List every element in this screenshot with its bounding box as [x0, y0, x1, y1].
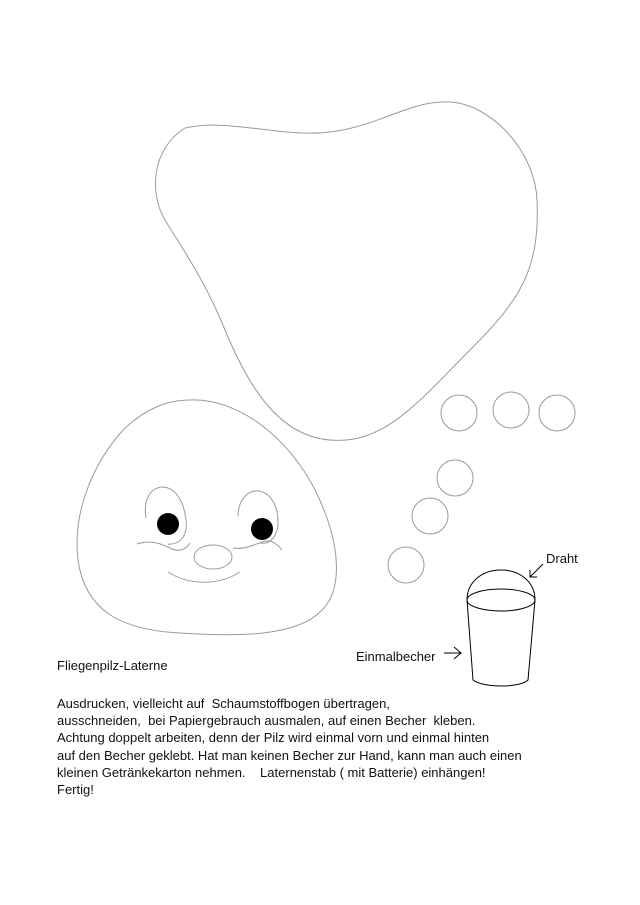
mushroom-cap-shape — [155, 102, 537, 440]
right-pupil — [251, 518, 273, 540]
cup-rim — [467, 589, 535, 611]
instruction-line: Ausdrucken, vielleicht auf Schaumstoffbogen übertragen, — [57, 696, 390, 711]
cup-body — [467, 600, 535, 686]
mouth-smile — [168, 572, 240, 582]
wire-handle — [467, 570, 535, 600]
einmalbecher-label: Einmalbecher — [356, 649, 436, 664]
instruction-line: Achtung doppelt arbeiten, denn der Pilz wird einmal vorn und einmal hinten — [57, 730, 490, 746]
arrow-einmalbecher — [444, 647, 461, 659]
spot-circle — [388, 547, 424, 583]
spot-circle — [493, 392, 529, 428]
spot-circle — [441, 395, 477, 431]
right-cheek-line — [233, 541, 282, 550]
instruction-line: auf den Becher geklebt. Hat man keinen Becher zur Hand, kann man auch einen — [57, 747, 522, 763]
page-title: Fliegenpilz-Laterne — [57, 658, 168, 673]
nose-shape — [194, 545, 232, 569]
cup-drawing — [467, 570, 535, 686]
instruction-line: kleinen Getränkekarton nehmen. Laternenstab ( mit Batterie) einhängen! — [57, 764, 486, 780]
instructions-text — [57, 695, 522, 798]
mushroom-stem-face-shape — [77, 400, 336, 635]
spot-circle — [437, 460, 473, 496]
arrow-draht — [530, 564, 543, 577]
draht-label: Draht — [546, 551, 578, 566]
left-pupil — [157, 513, 179, 535]
spot-circle — [539, 395, 575, 431]
instruction-line: Fertig! — [57, 782, 94, 798]
spot-circle — [412, 498, 448, 534]
left-cheek-line — [137, 542, 190, 550]
instruction-line: ausschneiden, bei Papiergebrauch ausmalen, auf einen Becher kleben. — [57, 713, 476, 729]
